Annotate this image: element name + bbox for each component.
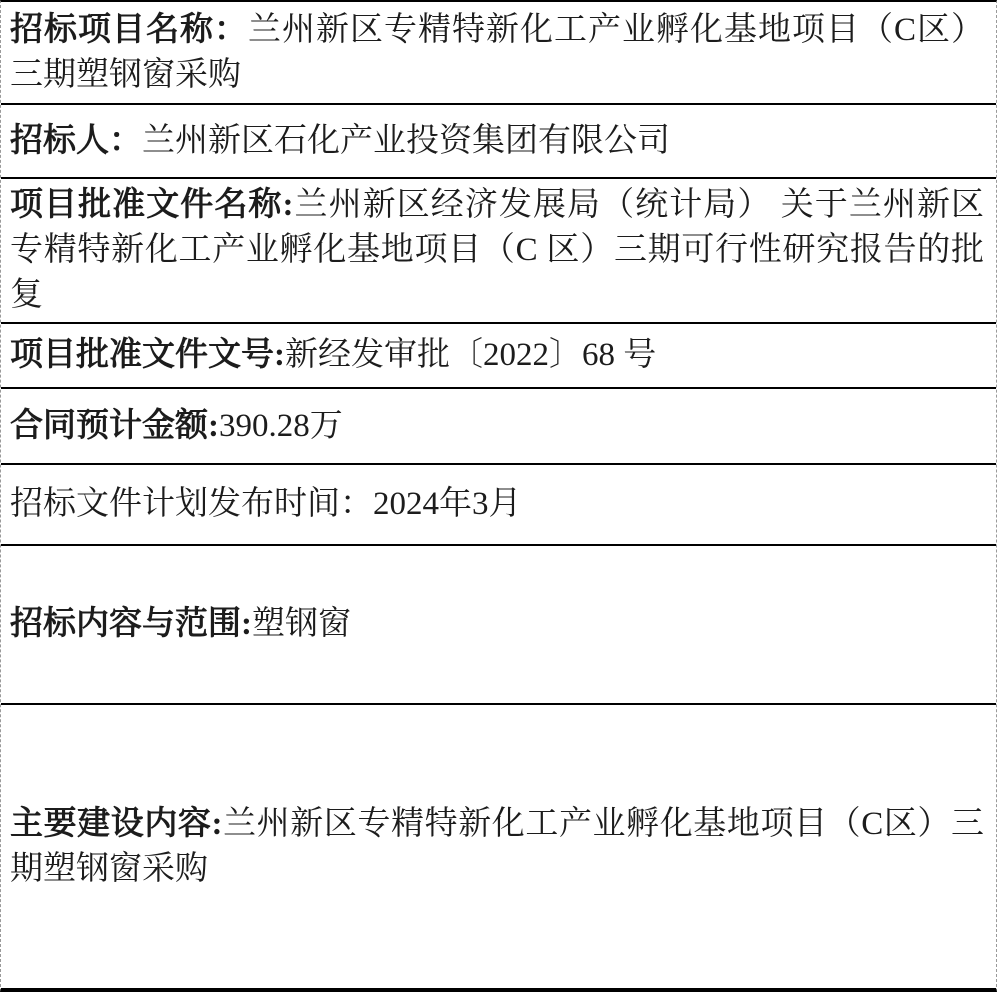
field-value: 兰州新区经济发展局（统计局） 关于兰州新区专精特新化工产业孵化基地项目（C 区）三期可行性研究报告的批复 xyxy=(10,187,985,313)
field-label: 主要建设内容: xyxy=(10,805,223,842)
table-row-contract-amount xyxy=(1,389,996,465)
table-row-construction-content xyxy=(1,705,996,988)
field-label: 项目批准文件名称: xyxy=(10,187,294,223)
field-value: 兰州新区专精特新化工产业孵化基地项目（C区）三期塑钢窗采购 xyxy=(10,11,984,93)
cell-tenderer xyxy=(10,119,984,164)
table-row-tenderer xyxy=(1,105,996,179)
cell-contract-amount xyxy=(10,404,984,449)
table-row-approval-doc-name xyxy=(1,179,996,324)
field-value: 390.28万 xyxy=(219,407,343,444)
field-value: 塑钢窗 xyxy=(252,606,351,642)
field-value: 兰州新区专精特新化工产业孵化基地项目（C区）三期塑钢窗采购 xyxy=(10,805,984,887)
field-value: 新经发审批〔2022〕68 号 xyxy=(285,337,657,373)
field-value: 兰州新区石化产业投资集团有限公司 xyxy=(142,122,670,159)
cell-release-time xyxy=(10,482,984,527)
cell-tender-project-name xyxy=(10,8,984,98)
field-value: 2024年3月 xyxy=(373,486,522,522)
table-row-release-time xyxy=(1,465,996,546)
field-label: 招标项目名称： xyxy=(10,11,248,48)
cell-tender-scope xyxy=(10,602,984,647)
field-label: 招标文件计划发布时间： xyxy=(10,486,373,522)
cell-approval-doc-name xyxy=(10,183,984,318)
field-label: 招标人： xyxy=(10,122,142,159)
cell-construction-content xyxy=(10,802,984,892)
field-label: 招标内容与范围: xyxy=(10,606,252,642)
field-label: 项目批准文件文号: xyxy=(10,337,285,373)
table-row-approval-doc-number xyxy=(1,324,996,389)
field-label: 合同预计金额: xyxy=(10,407,219,444)
table-row-tender-project-name xyxy=(1,2,996,105)
cell-approval-doc-number xyxy=(10,333,984,378)
table-row-tender-scope xyxy=(1,546,996,705)
